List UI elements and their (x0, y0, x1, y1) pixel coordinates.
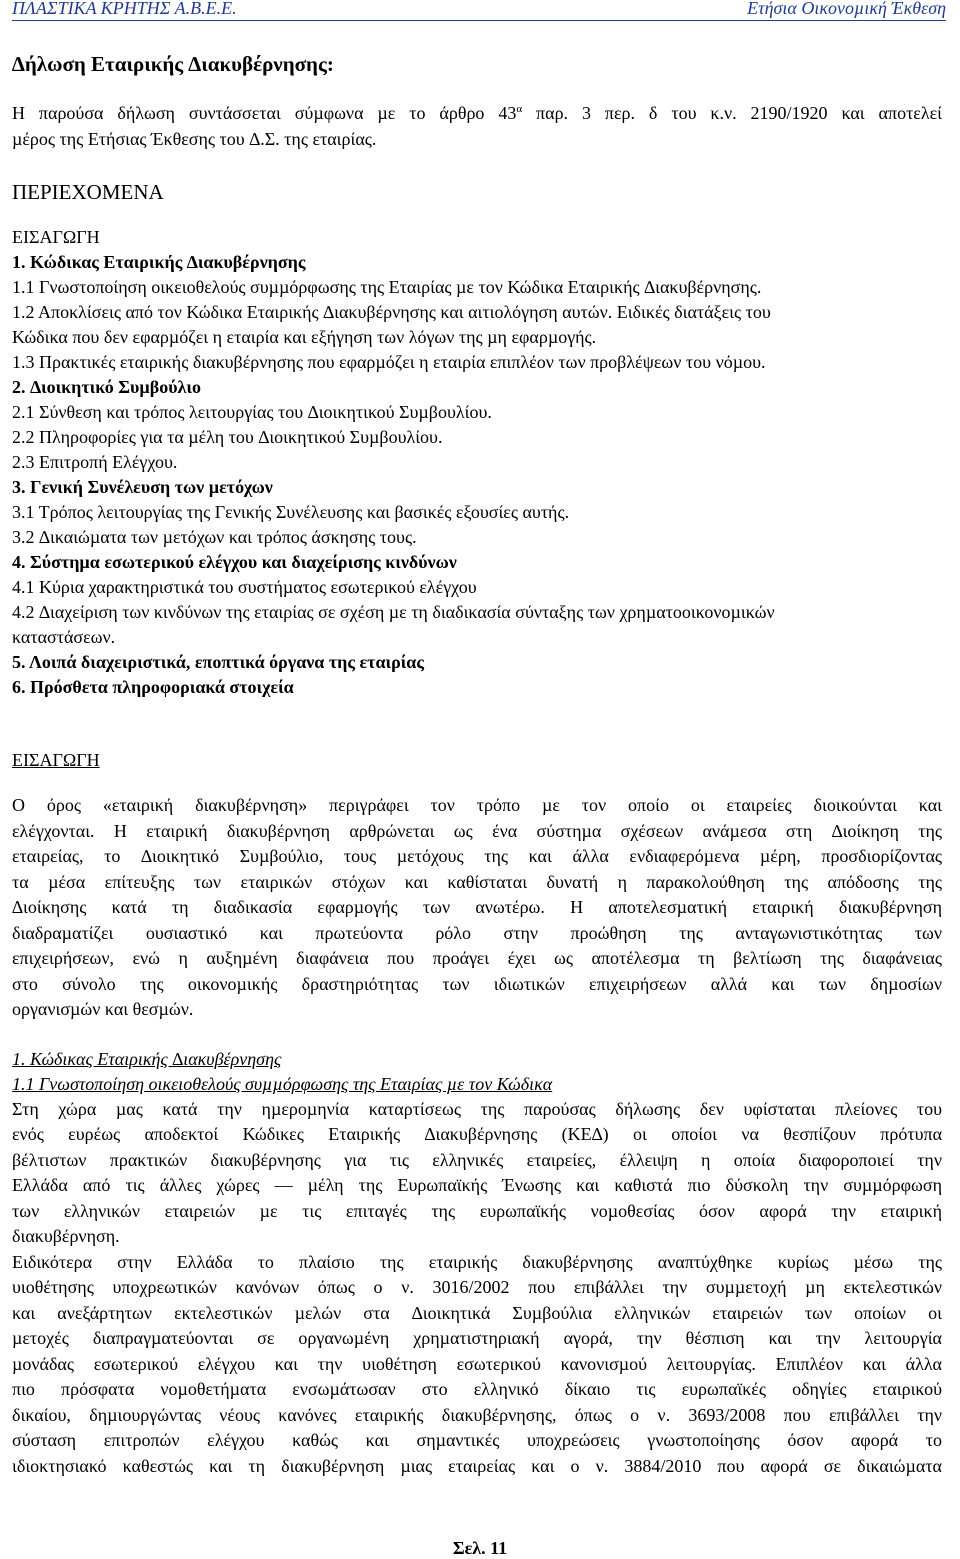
toc-item: 2.2 Πληροφορίες για τα µέλη του ∆ιοικητικού Συµβουλίου. (12, 427, 443, 447)
intro-paragraph (12, 793, 942, 1023)
paragraph-line: υιοθέτησης υποχρεωτικών κανόνων όπως ο ν. 3016/2002 που επιβάλλει την συµµετοχή µη εκτελεστικών (12, 1277, 942, 1297)
table-of-contents (12, 250, 942, 700)
declaration-line-2: µέρος της Ετήσιας Έκθεσης του ∆.Σ. της εταιρίας. (12, 128, 377, 149)
toc-item: 3. Γενική Συνέλευση των µετόχων (12, 477, 273, 497)
paragraph-line: διακυβέρνηση. (12, 1226, 120, 1246)
toc-item: 1.1 Γνωστοποίηση οικειοθελούς συµµόρφωσης της Εταιρίας µε τον Κώδικα Εταιρικής ∆ιακυβέρνησης. (12, 277, 762, 297)
toc-item: 4.2 ∆ιαχείριση των κινδύνων της εταιρίας σε σχέση µε τη διαδικασία σύνταξης των χρηµατοοικονοµικών (12, 602, 775, 622)
toc-item: 6. Πρόσθετα πληροφοριακά στοιχεία (12, 677, 294, 697)
section1-subheading: 1.1 Γνωστοποίηση οικειοθελούς συµµόρφωσης της Εταιρίας µε τον Κώδικα (12, 1073, 553, 1094)
toc-intro: ΕΙΣΑΓΩΓΗ (12, 227, 100, 247)
section1-paragraph-2 (12, 1250, 942, 1480)
paragraph-line: ιδιοκτησιακό καθεστώς και τη διακυβέρνηση µιας εταιρείας και ο ν. 3884/2010 που αφορά σε δικαιώµατα (12, 1455, 942, 1476)
report-title: Ετήσια Οικονοµική Έκθεση (747, 0, 946, 18)
paragraph-line: µονάδας εσωτερικού ελέγχου και την υιοθέτηση εσωτερικού κανονισµού λειτουργίας. Επιπλέον και άλλα (12, 1353, 942, 1374)
toc-item: 4.1 Κύρια χαρακτηριστικά του συστήµατος εσωτερικού ελέγχου (12, 577, 477, 597)
toc-item: 5. Λοιπά διαχειριστικά, εποπτικά όργανα της εταιρίας (12, 652, 424, 672)
toc-item: 4. Σύστηµα εσωτερικού ελέγχου και διαχείρισης κινδύνων (12, 552, 457, 572)
paragraph-line: βέλτιστων πρακτικών διακυβέρνησης για τις ελληνικές εταιρείες, έλλειψη η οποία διαφοροποιεί την (12, 1149, 942, 1170)
intro-line: στο σύνολο της οικονοµικής δραστηριότητας των ιδιωτικών επιχειρήσεων αλλά και των δηµοσίων (12, 973, 942, 994)
paragraph-line: µετοχές διαπραγµατεύονται σε οργανωµένη χρηµατιστηριακή αγορά, την θέσπιση και την λειτουργία (12, 1328, 942, 1348)
toc-item: Κώδικα που δεν εφαρµόζει η εταιρία και εξήγηση των λόγων της µη εφαρµογής. (12, 327, 597, 347)
declaration-paragraph (12, 97, 942, 152)
intro-line: τα µέσα επίτευξης των εταιρικών στόχων και καθίσταται δυνατή η παρακολούθηση της απόδοσης της (12, 871, 942, 892)
toc-item: καταστάσεων. (12, 627, 116, 647)
page-number: Σελ. 11 (452, 1538, 508, 1558)
paragraph-line: και ανεξάρτητων εκτελεστικών µελών στα ∆ιοικητικά Συµβούλια ελληνικών εταιρειών των οποίων οι (12, 1302, 942, 1323)
intro-line: οργανισµών και θεσµών. (12, 999, 194, 1019)
paragraph-line: Στη χώρα µας κατά την ηµεροµηνία καταρτίσεως της παρούσας δήλωσης δεν υφίσταται πλείονες του (12, 1098, 942, 1119)
superscript: α (516, 103, 523, 115)
toc-item: 1.2 Αποκλίσεις από τον Κώδικα Εταιρικής ∆ιακυβέρνησης και αιτιολόγηση αυτών. Ειδικές διατάξεις του (12, 302, 771, 322)
toc-item: 1. Κώδικας Εταιρικής ∆ιακυβέρνησης (12, 252, 306, 272)
intro-line: ελέγχονται. Η εταιρική διακυβέρνηση αρθρώνεται ως ένα σύστηµα σχέσεων ανάµεσα στη ∆ιοίκηση της (12, 820, 942, 841)
toc-title: ΠΕΡΙΕΧΟΜΕΝΑ (12, 180, 164, 204)
company-name: ΠΛΑΣΤΙΚΑ ΚΡΗΤΗΣ Α.Β.Ε.Ε. (12, 0, 237, 18)
section1-paragraph-1 (12, 1097, 942, 1250)
intro-heading: ΕΙΣΑΓΩΓΗ (12, 750, 100, 770)
intro-line: ∆ιοίκησης κατά τη διαδικασία εφαρµογής των ανωτέρω. Η αποτελεσµατική εταιρική διακυβέρνηση (12, 897, 942, 917)
paragraph-line: των ελληνικών εταιρειών µε τις επιταγές της ευρωπαϊκής νοµοθεσίας όσον αφορά την εταιρική (12, 1200, 942, 1221)
paragraph-line: Ελλάδα από τις άλλες χώρες — µέλη της Ευρωπαϊκής Ένωσης και καθιστά πιο δύσκολη την συµµόρφωση (12, 1175, 942, 1195)
toc-item: 2.3 Επιτροπή Ελέγχου. (12, 452, 178, 472)
intro-line: διαδραµατίζει ουσιαστικό και πρωτεύοντα ρόλο στην προώθηση της ανταγωνιστικότητας των (12, 922, 942, 943)
intro-line: επιχειρήσεων, ενώ η αυξηµένη διαφάνεια που προάγει έχει ως αποτέλεσµα τη βελτίωση της διαφάνειας (12, 948, 942, 968)
toc-item: 3.2 ∆ικαιώµατα των µετόχων και τρόπος άσκησης τους. (12, 527, 417, 547)
paragraph-line: Ειδικότερα στην Ελλάδα το πλαίσιο της εταιρικής διακυβέρνησης αναπτύχθηκε κυρίως µέσω της (12, 1251, 942, 1272)
toc-item: 3.1 Τρόπος λειτουργίας της Γενικής Συνέλευσης και βασικές εξουσίες αυτής. (12, 502, 570, 522)
paragraph-line: πιο πρόσφατα νοµοθετήµατα ενσωµάτωσαν στο ελληνικό δίκαιο τις ευρωπαϊκές οδηγίες εταιρικού (12, 1379, 942, 1399)
intro-line: εταιρείας, το ∆ιοικητικό Συµβούλιο, τους µετόχους της και άλλα ενδιαφερόµενα µέρη, προσδιορίζοντας (12, 846, 942, 866)
page-header (12, 0, 946, 21)
paragraph-line: σύσταση επιτροπών ελέγχου καθώς και σηµαντικές υποχρεώσεις γνωστοποίησης όσον αφορά το (12, 1430, 942, 1450)
paragraph-line: ενός ευρέως αποδεκτοί Κώδικες Εταιρικής ∆ιακυβέρνησης (ΚΕ∆) οι οποίοι να θεσπίζουν πρότυπα (12, 1124, 942, 1144)
declaration-heading: ∆ήλωση Εταιρικής ∆ιακυβέρνησης: (12, 52, 334, 76)
section1-heading: 1. Κώδικας Εταιρικής ∆ιακυβέρνησης (12, 1048, 282, 1069)
toc-item: 2.1 Σύνθεση και τρόπος λειτουργίας του ∆ιοικητικού Συµβουλίου. (12, 402, 492, 422)
intro-line: Ο όρος «εταιρική διακυβέρνηση» περιγράφει τον τρόπο µε τον οποίο οι εταιρείες διοικούνται και (12, 795, 942, 815)
toc-item: 1.3 Πρακτικές εταιρικής διακυβέρνησης που εφαρµόζει η εταιρία επιπλέον των προβλέψεων του νόµου. (12, 352, 766, 372)
paragraph-line: δικαίου, δηµιουργώντας νέους κανόνες εταιρικής διακυβέρνησης, όπως ο ν. 3693/2008 που επιβάλλει την (12, 1404, 942, 1425)
toc-item: 2. ∆ιοικητικό Συµβούλιο (12, 377, 201, 397)
declaration-line-1: Η παρούσα δήλωση συντάσσεται σύµφωνα µε το άρθρο $43^\alpha$ παρ. 3 περ. δ του κ.ν. 2190/1920 και αποτελεί (12, 103, 942, 123)
document-body (12, 50, 942, 1479)
